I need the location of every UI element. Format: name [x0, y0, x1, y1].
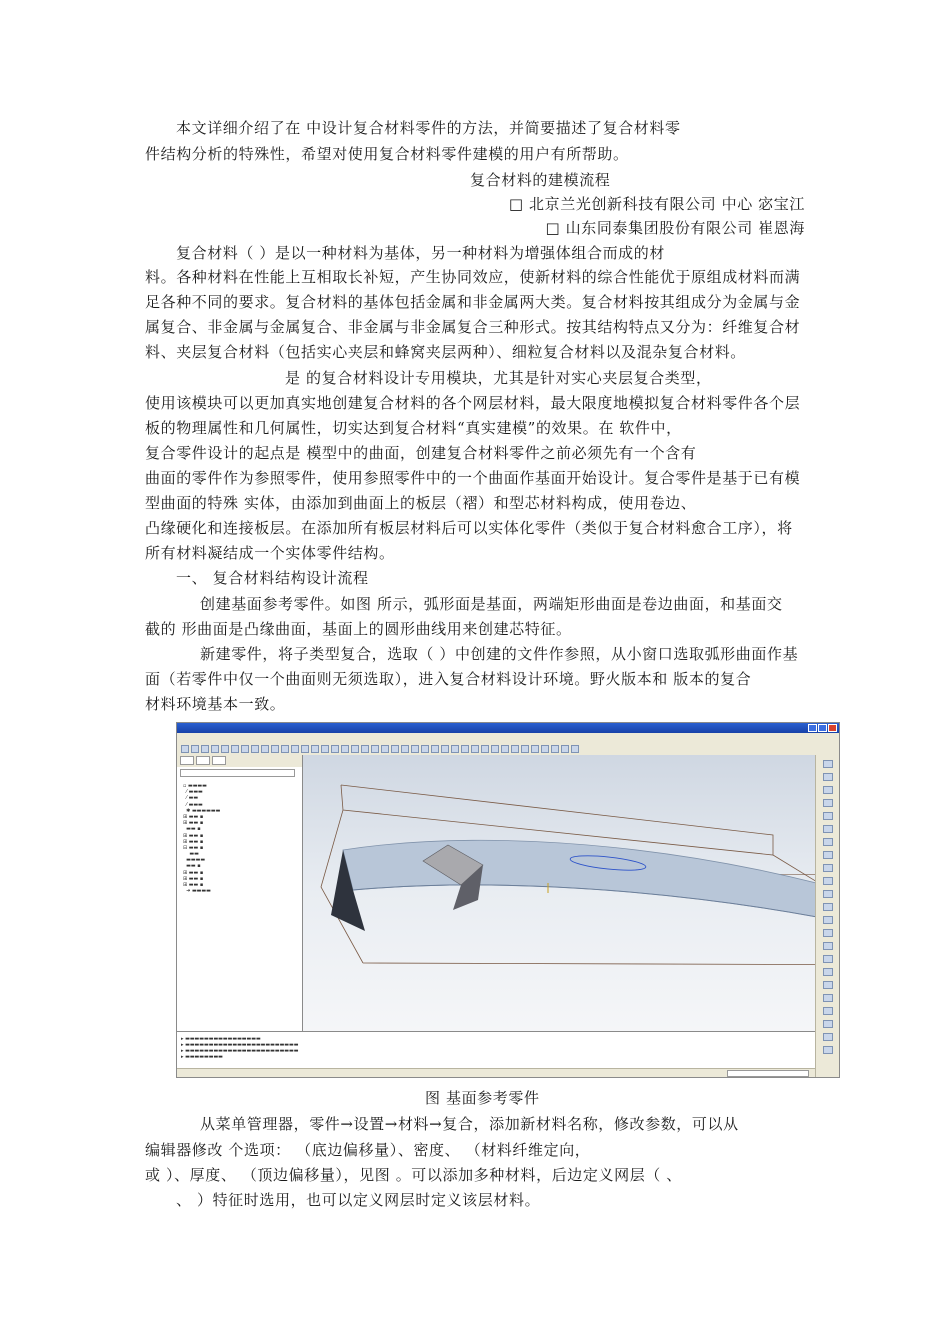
model-tree-tab	[180, 756, 194, 765]
body-line: 创建基面参考零件。如图 所示，弧形面是基面，两端矩形曲面是卷边曲面，和基面交	[200, 595, 783, 613]
tree-item: ⊞ ▬▬ ▪	[183, 882, 204, 888]
toolbar-icon	[391, 745, 399, 753]
tool-icon	[823, 994, 833, 1002]
toolbar-icon	[281, 745, 289, 753]
body-line: 复合材料（ ）是以一种材料为基体，另一种材料为增强体组合而成的材	[176, 244, 665, 262]
figure-cad-screenshot	[176, 722, 840, 1078]
tool-icon	[823, 1046, 833, 1054]
body-line: 是 的复合材料设计专用模块，尤其是针对实心夹层复合类型，	[285, 369, 712, 387]
tool-icon	[823, 968, 833, 976]
status-bar	[177, 1068, 815, 1077]
window-controls	[808, 724, 837, 732]
body-line: 编辑器修改 个选项： （底边偏移量）、密度、 （材料纤维定向，	[145, 1141, 591, 1159]
toolbar-icon	[471, 745, 479, 753]
model-tree	[177, 779, 302, 898]
body-line: 所有材料凝结成一个实体零件结构。	[145, 544, 395, 562]
toolbar-icon	[431, 745, 439, 753]
tool-icon	[823, 786, 833, 794]
toolbar-icon	[311, 745, 319, 753]
tool-icon	[823, 942, 833, 950]
tree-item: ⊞ ▬▬ ▪	[183, 869, 204, 876]
tree-item: ⊞ ▬▬ ▪	[183, 838, 204, 845]
toolbar-icon	[541, 745, 549, 753]
body-line: 料。各种材料在性能上互相取长补短，产生协同效应，使新材料的综合性能优于原组成材料而满	[145, 268, 801, 286]
tree-item: ⁄ ▬▬▬	[183, 789, 203, 796]
tree-item: ⊞ ▬▬ ▪	[183, 813, 204, 820]
toolbar-icon	[231, 745, 239, 753]
toolbar-icon	[381, 745, 389, 753]
tree-item: ▬▬	[183, 851, 199, 858]
app-titlebar	[177, 723, 839, 733]
favorites-tab	[212, 756, 226, 765]
toolbar-icon	[271, 745, 279, 753]
tree-item: ➜ ▬▬▬▬	[183, 888, 211, 895]
tree-item: ▬▬ ▪	[183, 826, 201, 833]
toolbar-icon	[401, 745, 409, 753]
tree-item: ▬▬▬▬	[183, 857, 206, 864]
figure-caption: 图 基面参考零件	[425, 1089, 540, 1107]
tool-icon	[823, 760, 833, 768]
toolbar-icon	[251, 745, 259, 753]
toolbar-icon	[291, 745, 299, 753]
body-line: 凸缘硬化和连接板层。在添加所有板层材料后可以实体化零件（类似于复合材料愈合工序），将	[145, 519, 793, 537]
toolbar-icon	[551, 745, 559, 753]
toolbar-icon	[241, 745, 249, 753]
tool-icon	[823, 773, 833, 781]
tree-item: ⁄ ▬▬	[183, 795, 199, 802]
body-line: 截的 形曲面是凸缘曲面，基面上的圆形曲线用来创建芯特征。	[145, 620, 572, 638]
close-icon	[828, 724, 837, 732]
tool-icon	[823, 825, 833, 833]
tool-icon	[823, 799, 833, 807]
body-line: 复合零件设计的起点是 模型中的曲面，创建复合材料零件之前必须先有一个含有	[145, 444, 697, 462]
graphics-viewport	[303, 755, 815, 1031]
toolbar-icon	[481, 745, 489, 753]
body-line: 曲面的零件作为参照零件，使用参照零件中的一个曲面作基面开始设计。复合零件是基于已有模	[145, 469, 801, 487]
toolbar-icon	[331, 745, 339, 753]
tool-icon	[823, 851, 833, 859]
tree-item: ⊞ ▬▬ ▪	[183, 875, 204, 882]
tool-icon	[823, 864, 833, 872]
minimize-icon	[808, 724, 817, 732]
author-line-2: □ 山东同泰集团股份有限公司 崔恩海	[545, 219, 805, 237]
tool-icon	[823, 1033, 833, 1041]
tree-item: ⊟ ▬▬ ▪	[183, 844, 204, 851]
body-line: 属复合、非金属与金属复合、非金属与非金属复合三种形式。按其结构特点又分为：纤维复合材	[145, 318, 801, 336]
tree-item: ⊞ ▬▬ ▪	[183, 832, 204, 839]
tool-icon	[823, 1020, 833, 1028]
message-line: ▸ ▬▬▬▬▬▬▬▬▬▬▬▬▬▬▬▬▬▬▬▬▬▬▬▬	[181, 1048, 299, 1054]
toolbar-icon	[371, 745, 379, 753]
tree-item: ▬▬ ▪	[183, 863, 201, 870]
toolbar-icon	[361, 745, 369, 753]
tool-icon	[823, 981, 833, 989]
right-feature-toolbar	[815, 755, 840, 1077]
tool-icon	[823, 1007, 833, 1015]
body-line: 型曲面的特殊 实体，由添加到曲面上的板层（褶）和型芯材料构成，使用卷边、	[145, 494, 697, 512]
message-line: ▸ ▬▬▬▬▬▬▬▬	[181, 1054, 223, 1060]
toolbar-icon	[301, 745, 309, 753]
body-line: 面（若零件中仅一个曲面则无须选取），进入复合材料设计环境。野火版本和 版本的复合	[145, 670, 752, 688]
toolbar-icon	[341, 745, 349, 753]
toolbar-icon	[321, 745, 329, 753]
tool-icon	[823, 838, 833, 846]
intro-line-1: 本文详细介绍了在 中设计复合材料零件的方法，并简要描述了复合材料零	[176, 119, 681, 137]
body-line: 或 ）、厚度、 （顶边偏移量），见图 。可以添加多种材料，后边定义网层（ 、	[145, 1166, 682, 1184]
toolbar-icon	[501, 745, 509, 753]
toolbar-icon	[221, 745, 229, 753]
toolbar-icon	[351, 745, 359, 753]
toolbar-icon	[491, 745, 499, 753]
message-area	[177, 1031, 815, 1069]
tool-icon	[823, 916, 833, 924]
toolbar-icon	[211, 745, 219, 753]
toolbar-icon	[261, 745, 269, 753]
status-filter-box	[727, 1070, 809, 1077]
tree-item: ✱ ▬▬▬▬▬▬	[183, 807, 221, 814]
tool-icon	[823, 890, 833, 898]
tree-item: ⁄ ▬▬▬	[183, 801, 203, 808]
maximize-icon	[818, 724, 827, 732]
tool-icon	[823, 812, 833, 820]
author-line-1: □ 北京兰光创新科技有限公司 中心 宓宝江	[508, 195, 805, 213]
body-line: 使用该模块可以更加真实地创建复合材料的各个网层材料，最大限度地模拟复合材料零件各个层	[145, 394, 801, 412]
datum-plane-edge	[363, 963, 815, 965]
folder-tab	[196, 756, 210, 765]
toolbar-icon	[441, 745, 449, 753]
tool-icon	[823, 903, 833, 911]
toolbar-icon	[571, 745, 579, 753]
tool-icon	[823, 877, 833, 885]
body-line: 料、夹层复合材料（包括实心夹层和蜂窝夹层两种）、细粒复合材料以及混杂复合材料。	[145, 343, 746, 361]
body-line: 板的物理属性和几何属性，切实达到复合材料“真实建模”的效果。在 软件中，	[145, 419, 682, 437]
tool-icon	[823, 955, 833, 963]
article-title: 复合材料的建模流程	[470, 171, 611, 189]
toolbar-icon	[201, 745, 209, 753]
message-line: ▸ ▬▬▬▬▬▬▬▬▬▬▬▬▬▬▬▬▬▬▬▬▬▬▬▬	[181, 1042, 299, 1048]
body-line: 足各种不同的要求。复合材料的基体包括金属和非金属两大类。复合材料按其组成分为金属与金	[145, 293, 801, 311]
toolbar-icon	[451, 745, 459, 753]
tree-item: ▫ ▬▬▬▬	[183, 783, 207, 789]
intro-line-2: 件结构分析的特殊性，希望对使用复合材料零件建模的用户有所帮助。	[145, 145, 629, 163]
app-menubar	[177, 733, 839, 743]
model-tree-selector	[180, 769, 295, 777]
toolbar-icon	[561, 745, 569, 753]
toolbar-icon	[421, 745, 429, 753]
body-line: 新建零件，将子类型复合，选取（ ）中创建的文件作参照，从小窗口选取弧形曲面作基	[200, 645, 799, 663]
model-tree-panel	[177, 755, 303, 1031]
toolbar-icon	[181, 745, 189, 753]
body-line: 材料环境基本一致。	[145, 695, 286, 713]
tool-icon	[823, 929, 833, 937]
model-tree-tabs	[177, 755, 302, 767]
section-heading: 一、 复合材料结构设计流程	[176, 569, 369, 587]
toolbar-icon	[511, 745, 519, 753]
toolbar-icon	[191, 745, 199, 753]
body-line: 、 ）特征时选用，也可以定义网层时定义该层材料。	[176, 1191, 541, 1209]
toolbar-icon	[521, 745, 529, 753]
part-model	[303, 755, 815, 1031]
tree-item: ⊞ ▬▬ ▪	[183, 820, 204, 827]
base-surface	[343, 840, 815, 935]
toolbar-icon	[461, 745, 469, 753]
toolbar-icon	[531, 745, 539, 753]
message-line: ▸ ▬▬▬▬▬▬▬▬▬▬▬▬▬▬▬▬	[181, 1036, 261, 1042]
toolbar-icon	[411, 745, 419, 753]
body-line: 从菜单管理器，零件→设置→材料→复合，添加新材料名称，修改参数，可以从	[200, 1115, 739, 1133]
